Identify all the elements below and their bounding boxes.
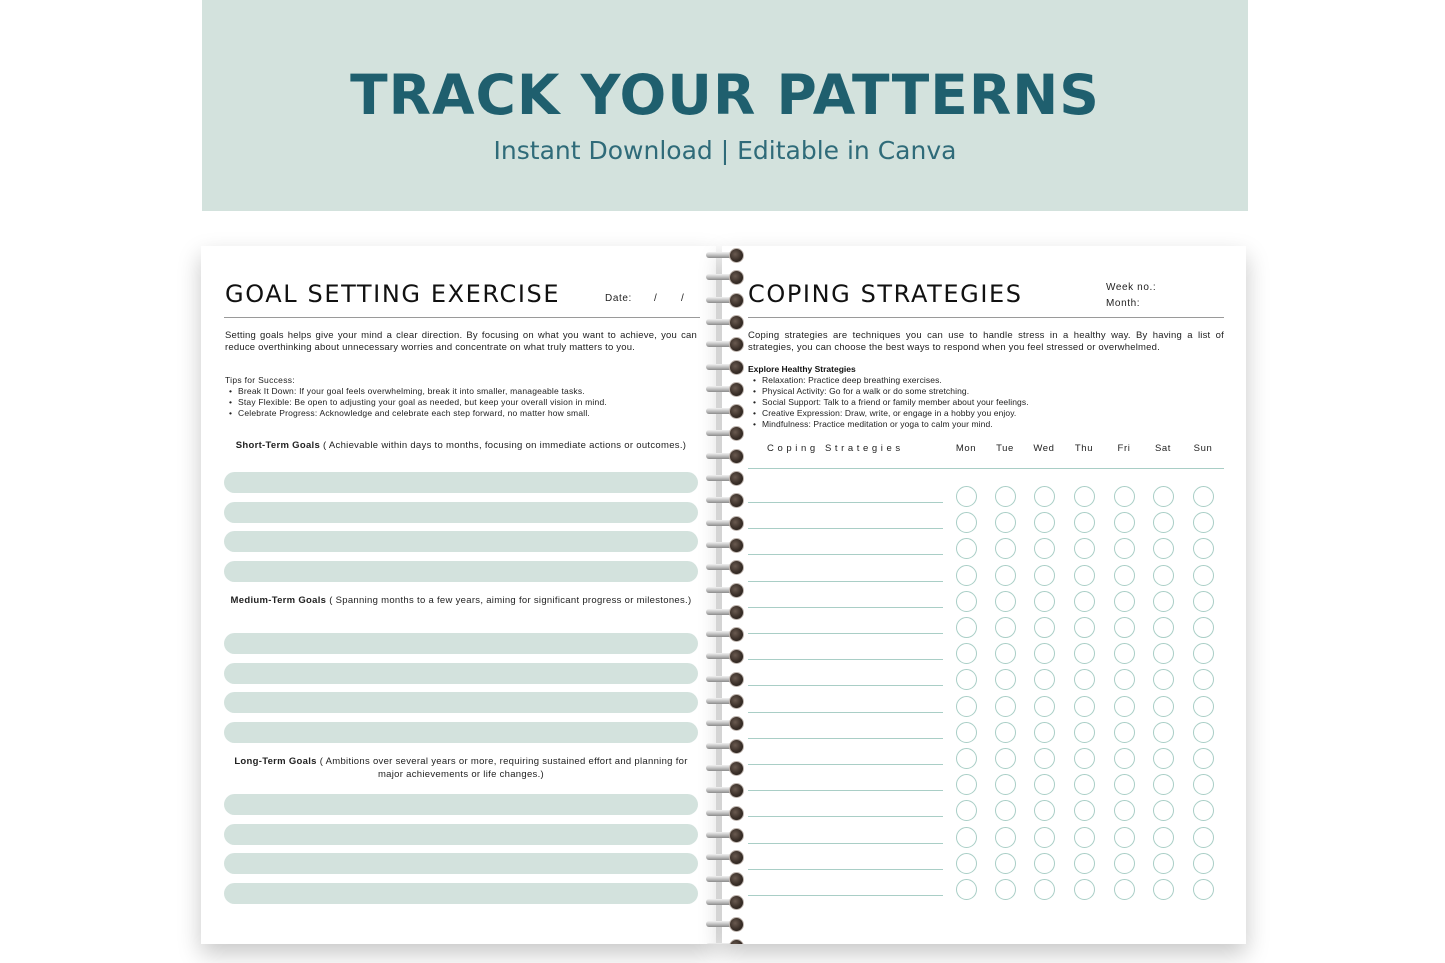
day-check-circle[interactable]	[1074, 669, 1095, 690]
day-check-circle[interactable]	[1034, 565, 1055, 586]
strategies-list	[748, 375, 1029, 430]
coil-ring	[729, 872, 744, 887]
short-term-goal-field[interactable]	[224, 561, 698, 582]
coil-ring	[729, 404, 744, 419]
header-banner	[202, 0, 1248, 211]
day-check-circle[interactable]	[1034, 669, 1055, 690]
day-check-circle[interactable]	[956, 879, 977, 900]
short-term-goal-field[interactable]	[224, 472, 698, 493]
spiral-coil	[704, 315, 748, 329]
day-check-circle[interactable]	[1153, 853, 1174, 874]
strategy-write-line[interactable]	[748, 816, 943, 817]
spiral-coil	[704, 716, 748, 730]
medium-term-goals-caption	[225, 595, 697, 608]
tips-heading: Tips for Success:	[225, 375, 295, 385]
day-check-circle[interactable]	[1153, 565, 1174, 586]
coil-ring	[729, 426, 744, 441]
day-check-circle[interactable]	[1074, 800, 1095, 821]
day-check-circle[interactable]	[1153, 774, 1174, 795]
coil-ring	[729, 739, 744, 754]
day-check-circle[interactable]	[1114, 722, 1135, 743]
spiral-coil	[704, 560, 748, 574]
day-header: Fri	[1117, 443, 1131, 454]
intro-text: Coping strategies are techniques you can use to handle stress in a healthy way. By having a list of strategies, you can choose the best ways to respond when you feel stressed or overwhelmed.	[748, 330, 1224, 353]
spiral-coil	[704, 739, 748, 753]
strategy-write-line[interactable]	[748, 659, 943, 660]
spiral-coil	[704, 293, 748, 307]
day-check-circle[interactable]	[956, 538, 977, 559]
section-description: ( Ambitions over several years or more, requiring sustained effort and planning for major achievements or life changes.)	[319, 756, 688, 780]
day-check-circle[interactable]	[1074, 748, 1095, 769]
day-check-circle[interactable]	[1034, 774, 1055, 795]
day-check-circle[interactable]	[1034, 591, 1055, 612]
day-check-circle[interactable]	[995, 800, 1016, 821]
coil-ring	[729, 270, 744, 285]
strategy-write-line[interactable]	[748, 633, 943, 634]
coping-strategies-page	[722, 246, 1246, 944]
day-check-circle[interactable]	[995, 827, 1016, 848]
day-header: Sun	[1193, 443, 1213, 454]
section-description: ( Spanning months to a few years, aiming for significant progress or milestones.)	[329, 595, 692, 606]
section-name: Medium-Term Goals	[230, 595, 327, 606]
strategy-write-line[interactable]	[748, 764, 943, 765]
list-item: • Mindfulness: Practice meditation or yoga to calm your mind.	[748, 419, 1029, 430]
day-check-circle[interactable]	[1074, 827, 1095, 848]
day-check-circle[interactable]	[1074, 486, 1095, 507]
list-item: • Physical Activity: Go for a walk or do some stretching.	[748, 386, 1029, 397]
day-check-circle[interactable]	[995, 512, 1016, 533]
day-check-circle[interactable]	[1034, 722, 1055, 743]
list-item: • Social Support: Talk to a friend or family member about your feelings.	[748, 397, 1029, 408]
day-check-circle[interactable]	[1193, 800, 1214, 821]
spiral-coil	[704, 895, 748, 909]
spiral-coil	[704, 493, 748, 507]
day-check-circle[interactable]	[995, 486, 1016, 507]
title-divider	[748, 317, 1224, 318]
day-check-circle[interactable]	[1193, 879, 1214, 900]
date-separator: /	[654, 293, 657, 304]
coil-ring	[729, 583, 744, 598]
short-term-goal-field[interactable]	[224, 502, 698, 523]
spiral-coil	[704, 672, 748, 686]
day-check-circle[interactable]	[956, 748, 977, 769]
day-check-circle[interactable]	[1074, 512, 1095, 533]
spiral-coil	[704, 806, 748, 820]
coil-ring	[729, 694, 744, 709]
spiral-binding	[704, 246, 748, 944]
day-check-circle[interactable]	[1114, 748, 1135, 769]
spiral-coil	[704, 649, 748, 663]
section-name: Long-Term Goals	[234, 756, 317, 767]
day-check-circle[interactable]	[1074, 617, 1095, 638]
strategy-write-line[interactable]	[748, 581, 943, 582]
medium-term-goal-field[interactable]	[224, 663, 698, 684]
spiral-coil	[704, 828, 748, 842]
coil-ring	[729, 895, 744, 910]
day-check-circle[interactable]	[956, 800, 977, 821]
day-check-circle[interactable]	[1114, 879, 1135, 900]
day-check-circle[interactable]	[956, 565, 977, 586]
day-check-circle[interactable]	[995, 879, 1016, 900]
day-check-circle[interactable]	[1034, 617, 1055, 638]
spiral-coil	[704, 449, 748, 463]
day-check-circle[interactable]	[995, 643, 1016, 664]
short-term-goal-field[interactable]	[224, 531, 698, 552]
day-check-circle[interactable]	[1034, 748, 1055, 769]
day-check-circle[interactable]	[1153, 748, 1174, 769]
strategy-write-line[interactable]	[748, 869, 943, 870]
day-check-circle[interactable]	[1153, 617, 1174, 638]
banner-title: TRACK YOUR PATTERNS	[350, 63, 1100, 127]
list-item: • Relaxation: Practice deep breathing exercises.	[748, 375, 1029, 386]
day-check-circle[interactable]	[1193, 722, 1214, 743]
day-check-circle[interactable]	[1193, 669, 1214, 690]
day-check-circle[interactable]	[1153, 538, 1174, 559]
medium-term-goal-field[interactable]	[224, 692, 698, 713]
day-check-circle[interactable]	[956, 853, 977, 874]
day-check-circle[interactable]	[1034, 696, 1055, 717]
day-check-circle[interactable]	[1153, 800, 1174, 821]
spiral-coil	[704, 939, 748, 944]
day-check-circle[interactable]	[1074, 591, 1095, 612]
day-check-circle[interactable]	[995, 565, 1016, 586]
coil-ring	[729, 315, 744, 330]
day-check-circle[interactable]	[1034, 643, 1055, 664]
day-check-circle[interactable]	[1114, 512, 1135, 533]
day-check-circle[interactable]	[1193, 538, 1214, 559]
spiral-coil	[704, 761, 748, 775]
day-check-circle[interactable]	[1153, 827, 1174, 848]
spiral-coil	[704, 248, 748, 262]
day-check-circle[interactable]	[956, 591, 977, 612]
day-check-circle[interactable]	[995, 853, 1016, 874]
day-check-circle[interactable]	[1034, 853, 1055, 874]
day-header: Mon	[955, 443, 977, 454]
strategy-write-line[interactable]	[748, 738, 943, 739]
day-check-circle[interactable]	[956, 827, 977, 848]
day-check-circle[interactable]	[1193, 486, 1214, 507]
day-check-circle[interactable]	[1193, 827, 1214, 848]
day-check-circle[interactable]	[1074, 696, 1095, 717]
coil-ring	[729, 493, 744, 508]
strategy-write-line[interactable]	[748, 528, 943, 529]
strategy-write-line[interactable]	[748, 502, 943, 503]
day-check-circle[interactable]	[995, 669, 1016, 690]
day-check-circle[interactable]	[1153, 643, 1174, 664]
spiral-coil	[704, 694, 748, 708]
page-title: GOAL SETTING EXERCISE	[225, 280, 561, 308]
day-check-circle[interactable]	[1193, 617, 1214, 638]
title-divider	[224, 317, 700, 318]
long-term-goal-field[interactable]	[224, 853, 698, 874]
coil-ring	[729, 716, 744, 731]
spiral-coil	[704, 872, 748, 886]
coil-ring	[729, 471, 744, 486]
list-item: • Creative Expression: Draw, write, or engage in a hobby you enjoy.	[748, 408, 1029, 419]
day-check-circle[interactable]	[1034, 538, 1055, 559]
day-check-circle[interactable]	[1114, 696, 1135, 717]
day-check-circle[interactable]	[1153, 486, 1174, 507]
day-check-circle[interactable]	[1074, 538, 1095, 559]
day-check-circle[interactable]	[1153, 591, 1174, 612]
day-check-circle[interactable]	[1193, 591, 1214, 612]
spiral-coil	[704, 270, 748, 284]
day-check-circle[interactable]	[1074, 879, 1095, 900]
spiral-coil	[704, 627, 748, 641]
month-label: Month:	[1106, 298, 1141, 309]
spiral-coil	[704, 583, 748, 597]
day-check-circle[interactable]	[956, 774, 977, 795]
day-check-circle[interactable]	[1034, 800, 1055, 821]
page-title: COPING STRATEGIES	[748, 280, 1023, 308]
day-check-circle[interactable]	[956, 669, 977, 690]
day-check-circle[interactable]	[1193, 696, 1214, 717]
day-check-circle[interactable]	[956, 617, 977, 638]
tracker-column-label: Coping Strategies	[767, 443, 904, 454]
strategy-write-line[interactable]	[748, 712, 943, 713]
medium-term-goal-field[interactable]	[224, 722, 698, 743]
day-check-circle[interactable]	[1114, 853, 1135, 874]
day-check-circle[interactable]	[1034, 486, 1055, 507]
day-check-circle[interactable]	[1114, 774, 1135, 795]
day-header: Thu	[1074, 443, 1094, 454]
intro-text: Setting goals helps give your mind a clear direction. By focusing on what you want to achieve, you can reduce overthinking about unnecessary worries and concentrate on what truly matters to you.	[225, 330, 697, 353]
spiral-coil	[704, 605, 748, 619]
spiral-coil	[704, 426, 748, 440]
coil-ring	[729, 538, 744, 553]
spiral-coil	[704, 538, 748, 552]
day-check-circle[interactable]	[1153, 879, 1174, 900]
spiral-coil	[704, 917, 748, 931]
day-check-circle[interactable]	[1114, 669, 1135, 690]
coil-ring	[729, 672, 744, 687]
section-name: Short-Term Goals	[235, 440, 321, 451]
day-check-circle[interactable]	[995, 748, 1016, 769]
day-header: Sat	[1154, 443, 1172, 454]
strategy-write-line[interactable]	[748, 843, 943, 844]
coil-ring	[729, 293, 744, 308]
strategy-write-line[interactable]	[748, 895, 943, 896]
day-check-circle[interactable]	[1074, 774, 1095, 795]
day-check-circle[interactable]	[1114, 565, 1135, 586]
coil-ring	[729, 605, 744, 620]
strategy-write-line[interactable]	[748, 554, 943, 555]
coil-ring	[729, 360, 744, 375]
day-check-circle[interactable]	[1034, 827, 1055, 848]
day-check-circle[interactable]	[1074, 565, 1095, 586]
short-term-goals-caption	[225, 440, 697, 453]
long-term-goals-caption	[225, 756, 697, 781]
day-check-circle[interactable]	[1114, 486, 1135, 507]
day-check-circle[interactable]	[1114, 617, 1135, 638]
tips-list	[225, 386, 700, 419]
day-check-circle[interactable]	[956, 722, 977, 743]
day-header: Wed	[1033, 443, 1055, 454]
list-item: • Break It Down: If your goal feels overwhelming, break it into smaller, manageable tasks.	[225, 386, 700, 397]
day-check-circle[interactable]	[956, 512, 977, 533]
day-check-circle[interactable]	[995, 722, 1016, 743]
day-check-circle[interactable]	[1193, 774, 1214, 795]
explore-heading: Explore Healthy Strategies	[748, 364, 856, 374]
coil-ring	[729, 337, 744, 352]
day-header: Tue	[996, 443, 1014, 454]
coil-ring	[729, 382, 744, 397]
date-separator: /	[681, 293, 684, 304]
day-check-circle[interactable]	[1114, 800, 1135, 821]
day-check-circle[interactable]	[1074, 722, 1095, 743]
coil-wire	[706, 943, 732, 944]
coil-ring	[729, 627, 744, 642]
coil-ring	[729, 248, 744, 263]
coil-ring	[729, 917, 744, 932]
goal-setting-page	[201, 246, 716, 944]
list-item: • Celebrate Progress: Acknowledge and celebrate each step forward, no matter how small.	[225, 408, 700, 419]
day-check-circle[interactable]	[956, 643, 977, 664]
day-check-circle[interactable]	[1193, 565, 1214, 586]
list-item: • Stay Flexible: Be open to adjusting your goal as needed, but keep your overall vision in mind.	[225, 397, 700, 408]
day-check-circle[interactable]	[956, 486, 977, 507]
coil-ring	[729, 449, 744, 464]
day-check-circle[interactable]	[1153, 696, 1174, 717]
spiral-coil	[704, 516, 748, 530]
day-check-circle[interactable]	[995, 774, 1016, 795]
day-check-circle[interactable]	[995, 538, 1016, 559]
coil-ring	[729, 806, 744, 821]
day-check-circle[interactable]	[1153, 512, 1174, 533]
spiral-coil	[704, 360, 748, 374]
day-check-circle[interactable]	[1153, 722, 1174, 743]
coil-ring	[729, 560, 744, 575]
day-check-circle[interactable]	[1193, 643, 1214, 664]
day-check-circle[interactable]	[995, 696, 1016, 717]
spiral-coil	[704, 783, 748, 797]
day-check-circle[interactable]	[1074, 643, 1095, 664]
coil-ring	[729, 649, 744, 664]
medium-term-goal-field[interactable]	[224, 633, 698, 654]
strategy-write-line[interactable]	[748, 685, 943, 686]
day-check-circle[interactable]	[1193, 512, 1214, 533]
spiral-coil	[704, 382, 748, 396]
coil-ring	[729, 828, 744, 843]
day-check-circle[interactable]	[1153, 669, 1174, 690]
day-check-circle[interactable]	[1114, 591, 1135, 612]
section-description: ( Achievable within days to months, focusing on immediate actions or outcomes.)	[323, 440, 687, 451]
day-check-circle[interactable]	[1114, 827, 1135, 848]
day-check-circle[interactable]	[995, 617, 1016, 638]
day-check-circle[interactable]	[956, 696, 977, 717]
day-check-circle[interactable]	[995, 591, 1016, 612]
spiral-coil	[704, 850, 748, 864]
day-check-circle[interactable]	[1074, 853, 1095, 874]
week-number-label: Week no.:	[1106, 282, 1157, 293]
day-check-circle[interactable]	[1114, 538, 1135, 559]
day-check-circle[interactable]	[1193, 748, 1214, 769]
date-label: Date:	[605, 293, 632, 304]
banner-subtitle: Instant Download | Editable in Canva	[493, 136, 957, 165]
long-term-goal-field[interactable]	[224, 824, 698, 845]
coil-ring	[729, 761, 744, 776]
day-check-circle[interactable]	[1114, 643, 1135, 664]
coil-ring	[729, 516, 744, 531]
spiral-coil	[704, 471, 748, 485]
coil-ring	[729, 850, 744, 865]
coil-ring	[729, 939, 744, 944]
day-check-circle[interactable]	[1034, 879, 1055, 900]
coil-ring	[729, 783, 744, 798]
spiral-coil	[704, 404, 748, 418]
day-check-circle[interactable]	[1034, 512, 1055, 533]
spiral-coil	[704, 337, 748, 351]
strategy-write-line[interactable]	[748, 790, 943, 791]
long-term-goal-field[interactable]	[224, 883, 698, 904]
strategy-write-line[interactable]	[748, 607, 943, 608]
day-check-circle[interactable]	[1193, 853, 1214, 874]
tracker-header-divider	[748, 468, 1224, 469]
long-term-goal-field[interactable]	[224, 794, 698, 815]
